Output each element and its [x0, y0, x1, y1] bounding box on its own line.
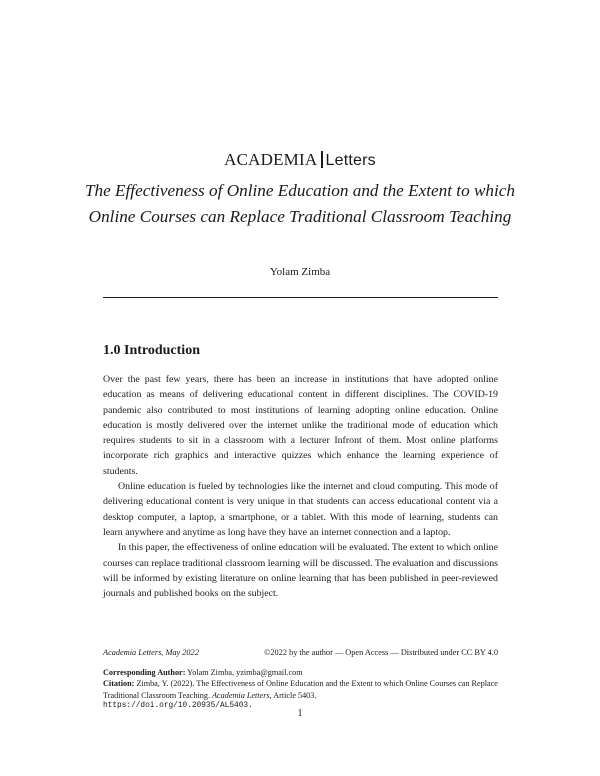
paragraph: In this paper, the effectiveness of online education will be evaluated. The extent to which online courses can replace traditional classroom learning will be discussed. The evaluation and discussions will be informed by existing literature on online learning that has been published in peer-reviewed journals and published books on the subject. — [103, 542, 498, 600]
doi-link[interactable]: https://doi.org/10.20935/AL5403. — [103, 701, 253, 710]
author-name: Yolam Zimba — [269, 266, 331, 278]
paragraph: Over the past few years, there has been an increase in institutions that have adopted online education as means of delivering educational content in different disciplines. The COVID-19 pandemic also contributed to most institutions of learning adopting online education. Online education is mostly delivered over the internet unlike the traditional mode of education which requires students to sit in a classroom with a lecturer Infront of them. Most online platforms incorporate rich graphics and interactive quizzes which enhance the learning experience of students. — [103, 374, 498, 477]
footer-license: ©2022 by the author — Open Access — Distributed under CC BY 4.0 — [264, 648, 498, 657]
section-heading: 1.0 Introduction — [103, 343, 200, 358]
corresponding-author — [103, 667, 503, 678]
article-meta — [103, 667, 503, 712]
corresponding-value: Yolam Zimba, yzimba@gmail.com — [187, 668, 303, 677]
page-number: 1 — [297, 708, 303, 719]
logo-letters: Letters — [325, 152, 376, 169]
academia-letters-logo — [0, 150, 600, 170]
citation — [103, 678, 503, 701]
citation-article: , Article 5403. — [269, 690, 317, 700]
citation-text: Zimba, Y. (2022). The Effectiveness of Online Education and the Extent to which Online Courses can Replace Traditional Classroom Teaching. — [103, 679, 498, 700]
paragraph: Online education is fueled by technologies like the internet and cloud computing. This mode of delivering educational content is very unique in that students can access educational content via a desktop computer, a laptop, a smartphone, or a tablet. With this mode of learning, students can learn anywhere and anytime as long have they have an internet connection and a laptop. — [103, 481, 498, 538]
corresponding-label: Corresponding Author: — [103, 668, 186, 677]
footer-journal: Academia Letters, May 2022 — [103, 648, 199, 657]
logo-separator — [321, 151, 322, 168]
citation-label: Citation: — [103, 679, 135, 689]
paper-title: The Effectiveness of Online Education and the Extent to which Online Courses can Replace Traditional Classroom Teaching — [84, 181, 516, 226]
logo-academia: ACADEMIA — [224, 150, 318, 169]
page-footer — [103, 648, 498, 657]
title-divider — [103, 297, 498, 298]
section-body — [103, 372, 498, 601]
citation-journal: Academia Letters — [212, 690, 270, 700]
